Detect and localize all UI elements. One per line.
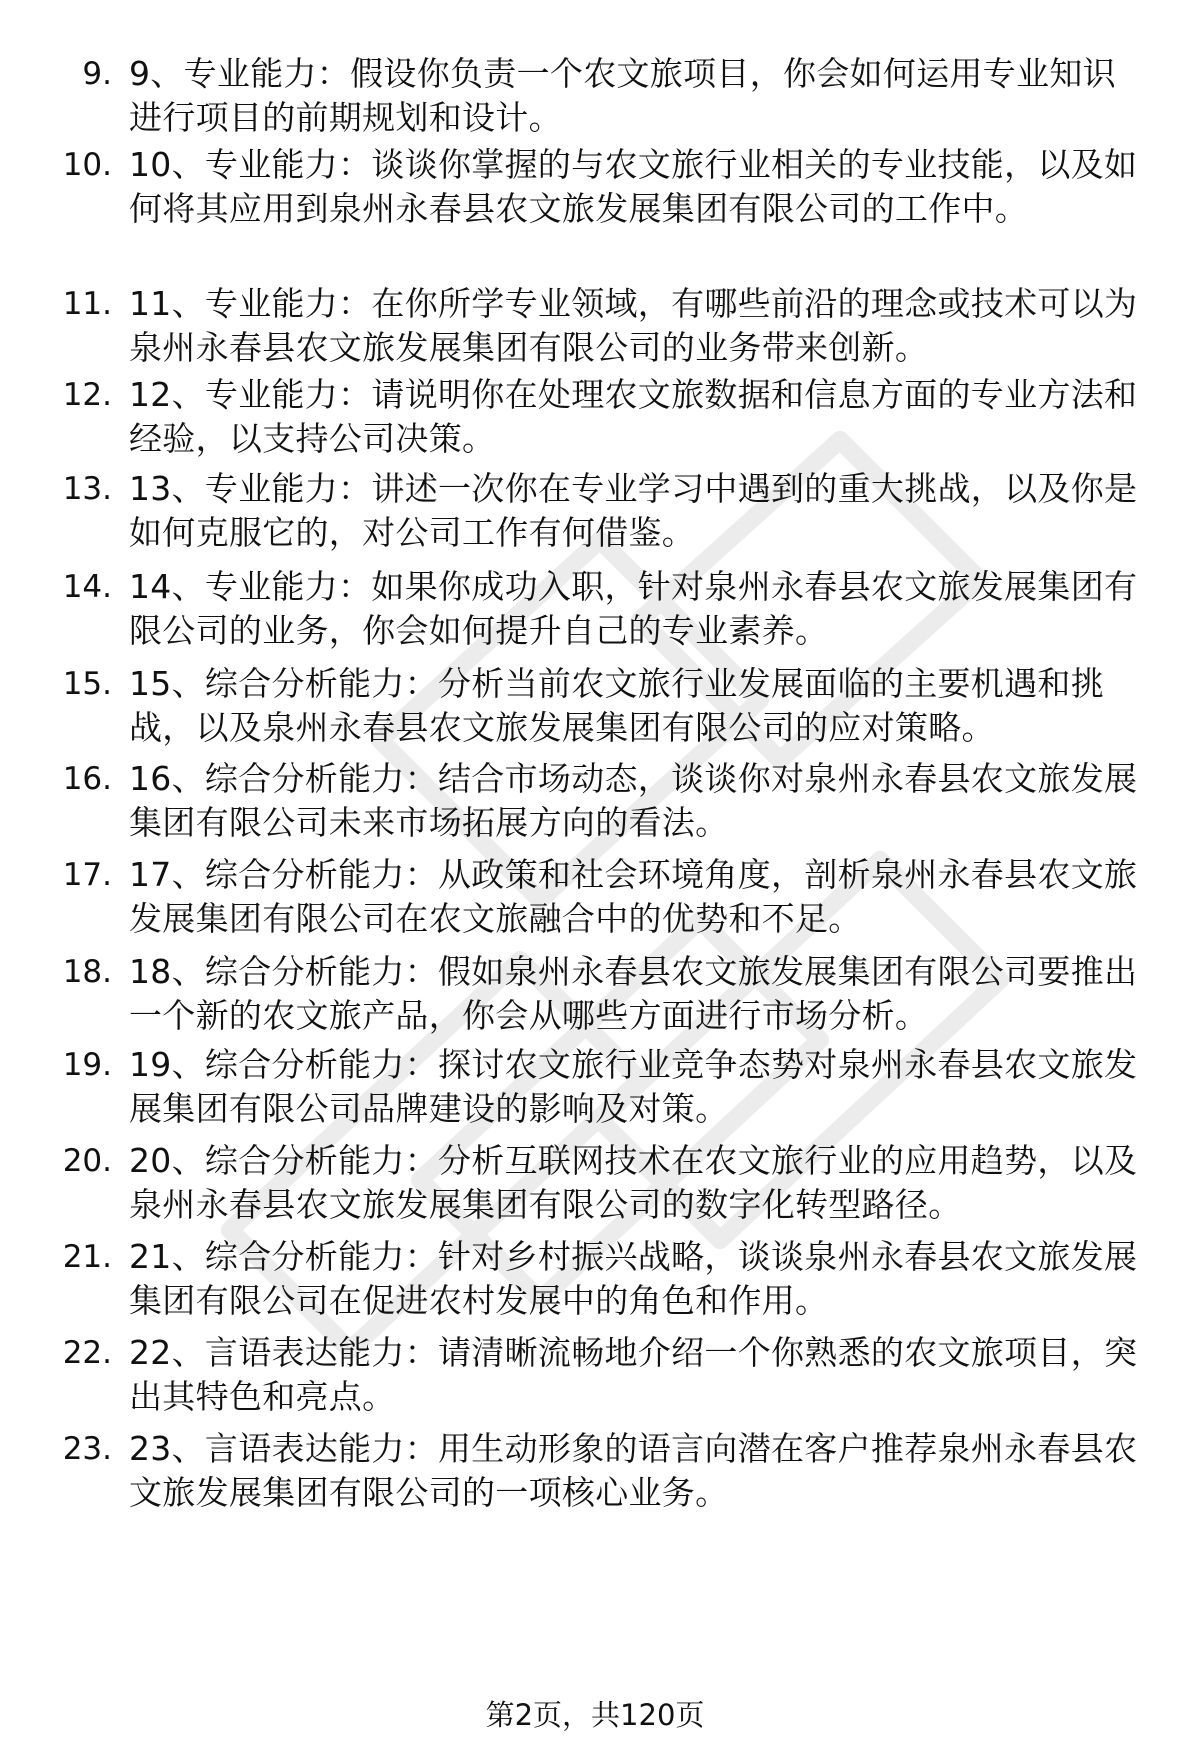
question-text: 18、综合分析能力：假如泉州永春县农文旅发展集团有限公司要推出一个新的农文旅产品，你会从哪些方面进行市场分析。 <box>129 952 1138 1035</box>
question-text: 23、言语表达能力：用生动形象的语言向潜在客户推荐泉州永春县农文旅发展集团有限公司的一项核心业务。 <box>129 1429 1138 1512</box>
question-text: 11、专业能力：在你所学专业领域，有哪些前沿的理念或技术可以为泉州永春县农文旅发展集团有限公司的业务带来创新。 <box>129 284 1138 367</box>
question-text: 22、言语表达能力：请清晰流畅地介绍一个你熟悉的农文旅项目，突出其特色和亮点。 <box>129 1333 1138 1416</box>
question-number: 11. <box>62 286 112 322</box>
question-number: 23. <box>62 1431 112 1467</box>
question-item <box>0 1043 1190 1153</box>
question-number: 10. <box>62 147 112 183</box>
question-text: 20、综合分析能力：分析互联网技术在农文旅行业的应用趋势，以及泉州永春县农文旅发展集团有限公司的数字化转型路径。 <box>129 1141 1138 1224</box>
question-item <box>0 1331 1190 1441</box>
question-number: 18. <box>62 954 112 990</box>
question-text: 13、专业能力：讲述一次你在专业学习中遇到的重大挑战，以及你是如何克服它的，对公司工作有何借鉴。 <box>129 469 1138 552</box>
question-text: 17、综合分析能力：从政策和社会环境角度，剖析泉州永春县农文旅发展集团有限公司在农文旅融合中的优势和不足。 <box>129 855 1138 938</box>
question-text: 16、综合分析能力：结合市场动态，谈谈你对泉州永春县农文旅发展集团有限公司未来市场拓展方向的看法。 <box>129 759 1138 842</box>
question-number: 17. <box>62 857 112 893</box>
question-item <box>0 565 1190 675</box>
question-number: 16. <box>62 761 112 797</box>
question-item <box>0 1427 1190 1537</box>
page-footer: 第2页，共120页 <box>485 1698 705 1732</box>
question-text: 10、专业能力：谈谈你掌握的与农文旅行业相关的专业技能，以及如何将其应用到泉州永春县农文旅发展集团有限公司的工作中。 <box>129 145 1138 228</box>
question-text: 12、专业能力：请说明你在处理农文旅数据和信息方面的专业方法和经验，以支持公司决策。 <box>129 375 1138 458</box>
question-text: 14、专业能力：如果你成功入职，针对泉州永春县农文旅发展集团有限公司的业务，你会如何提升自己的专业素养。 <box>129 567 1138 650</box>
question-item <box>0 1139 1190 1249</box>
question-number: 14. <box>62 569 112 605</box>
question-number: 21. <box>62 1239 112 1275</box>
question-number: 22. <box>62 1335 112 1371</box>
question-text: 19、综合分析能力：探讨农文旅行业竞争态势对泉州永春县农文旅发展集团有限公司品牌建设的影响及对策。 <box>129 1045 1138 1128</box>
question-item <box>0 853 1190 963</box>
question-number: 13. <box>62 471 112 507</box>
question-number: 12. <box>62 377 112 413</box>
question-text: 21、综合分析能力：针对乡村振兴战略，谈谈泉州永春县农文旅发展集团有限公司在促进农村发展中的角色和作用。 <box>129 1237 1138 1320</box>
question-item <box>0 467 1190 577</box>
question-text: 9、专业能力：假设你负责一个农文旅项目，你会如何运用专业知识进行项目的前期规划和设计。 <box>129 54 1116 137</box>
question-number: 15. <box>62 666 112 702</box>
question-number: 19. <box>62 1047 112 1083</box>
question-item <box>0 1235 1190 1345</box>
question-item <box>0 143 1190 253</box>
question-text: 15、综合分析能力：分析当前农文旅行业发展面临的主要机遇和挑战，以及泉州永春县农文旅发展集团有限公司的应对策略。 <box>129 664 1104 747</box>
question-number: 20. <box>62 1143 112 1179</box>
question-number: 9. <box>82 56 112 92</box>
question-item <box>0 662 1190 772</box>
question-item <box>0 757 1190 867</box>
